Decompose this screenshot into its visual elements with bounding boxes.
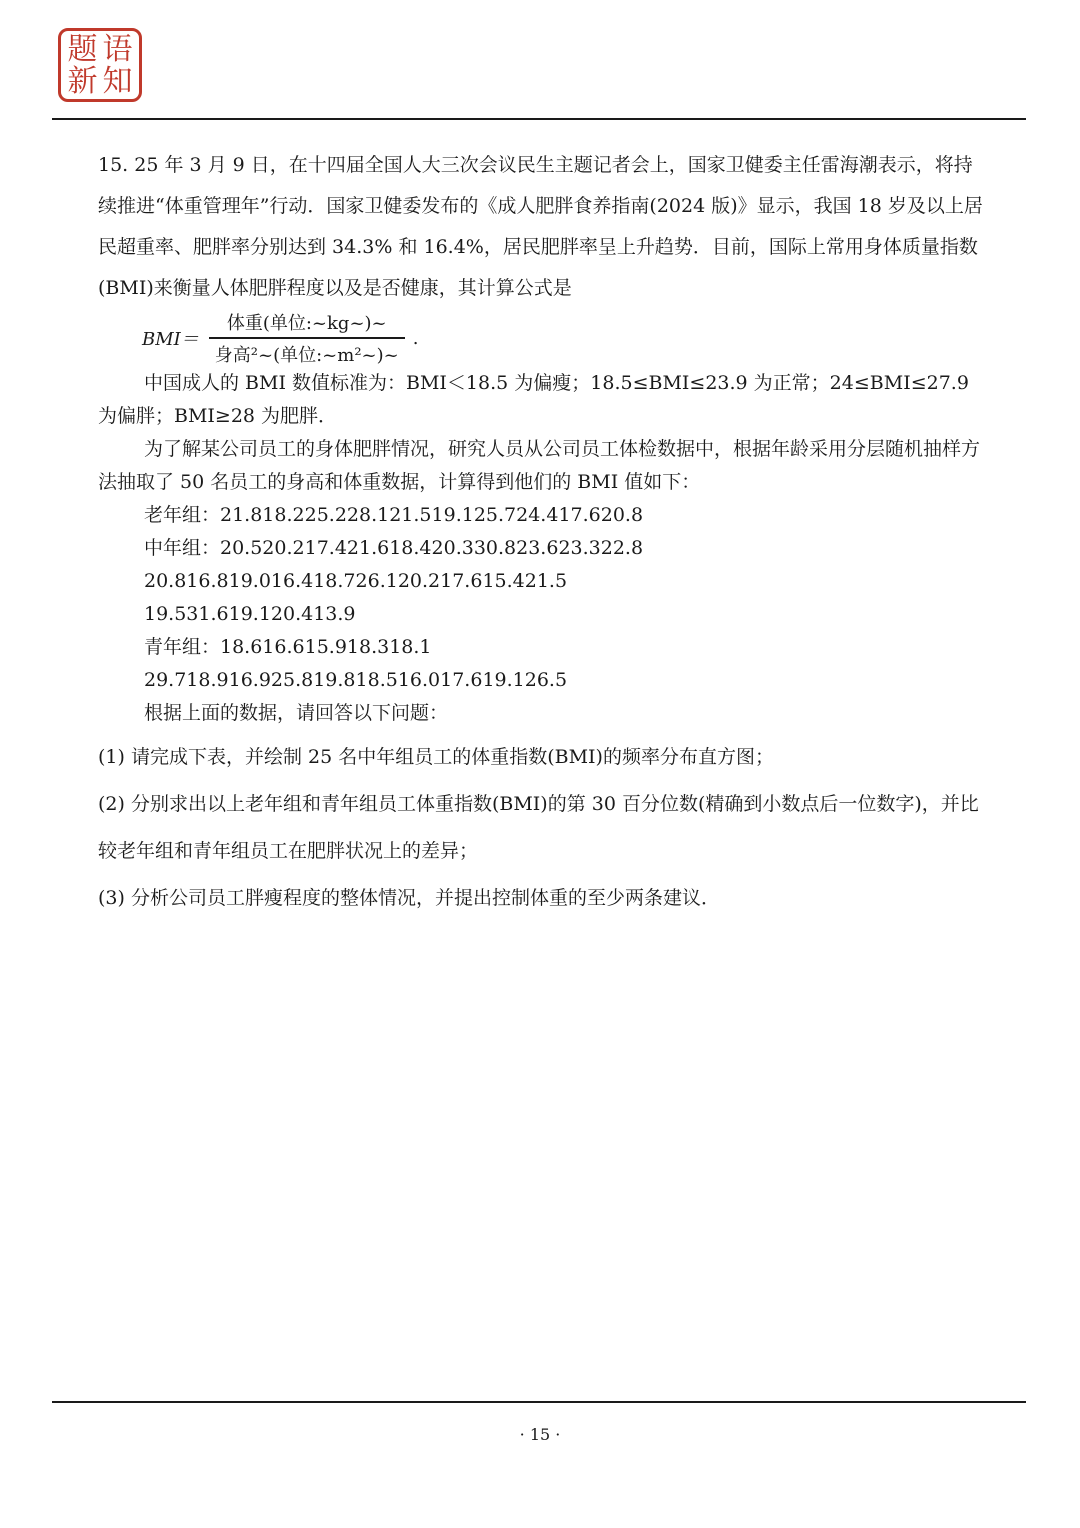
data-line: 29.718.916.925.819.818.516.017.619.126.5 [144, 669, 568, 691]
formula-end: . [412, 327, 419, 349]
data-line: 19.531.619.120.413.9 [144, 603, 356, 625]
question-1: (1) 请完成下表，并绘制 25 名中年组员工的体重指数(BMI)的频率分布直方图； [98, 746, 774, 768]
data-line: 青年组：18.616.615.918.318.1 [144, 636, 432, 658]
question-3: (3) 分析公司员工胖瘦程度的整体情况，并提出控制体重的至少两条建议． [98, 887, 720, 909]
footer-divider [52, 1401, 1026, 1403]
bmi-standard: 中国成人的 BMI 数值标准为：BMI＜18.5 为偏瘦；18.5≤BMI≤23.9 为正常；24≤BMI≤27.9 为偏胖；BMI≥28 为肥胖． [98, 372, 969, 427]
seal-char: 语 [102, 32, 133, 67]
problem-body [98, 145, 988, 922]
problem-intro: 15. 25 年 3 月 9 日，在十四届全国人大三次会议民生主题记者会上，国家卫健委主任雷海潮表示，将持续推进“体重管理年”行动．国家卫健委发布的《成人肥胖食养指南(2024 版)》显示，我国 18 岁及以上居民超重率、肥胖率分别达到 34.3% 和 16.4%，居民肥胖率呈上升趋势．目前，国际上常用身体质量指数(BMI)来衡量人体肥胖程度以及是否健康，其计算公式是 [98, 154, 983, 299]
bmi-formula [98, 309, 988, 367]
formula-lhs: BMI＝ [142, 329, 199, 350]
page-number: · 15 · [519, 1425, 561, 1444]
formula-denominator: 身高²~(单位:~m²~)~ [214, 344, 399, 366]
formula-numerator: 体重(单位:~kg~)~ [226, 313, 387, 335]
question-prompt: 根据上面的数据，请回答以下问题： [144, 702, 449, 724]
study-description: 为了解某公司员工的身体肥胖情况，研究人员从公司员工体检数据中，根据年龄采用分层随机抽样方法抽取了 50 名员工的身高和体重数据，计算得到他们的 BMI 值如下： [98, 438, 981, 493]
data-line: 中年组：20.520.217.421.618.420.330.823.623.322.8 [144, 537, 644, 559]
seal-char: 题 [67, 32, 98, 67]
question-2: (2) 分别求出以上老年组和青年组员工体重指数(BMI)的第 30 百分位数(精确到小数点后一位数字)，并比较老年组和青年组员工在肥胖状况上的差异； [98, 793, 979, 862]
formula-fraction [209, 309, 405, 367]
seal-char: 新 [67, 64, 98, 99]
logo-seal [58, 28, 142, 102]
header-divider [52, 118, 1026, 120]
seal-char: 知 [102, 64, 133, 99]
data-line: 老年组：21.818.225.228.121.519.125.724.417.620.8 [144, 504, 644, 526]
data-line: 20.816.819.016.418.726.120.217.615.421.5 [144, 570, 568, 592]
